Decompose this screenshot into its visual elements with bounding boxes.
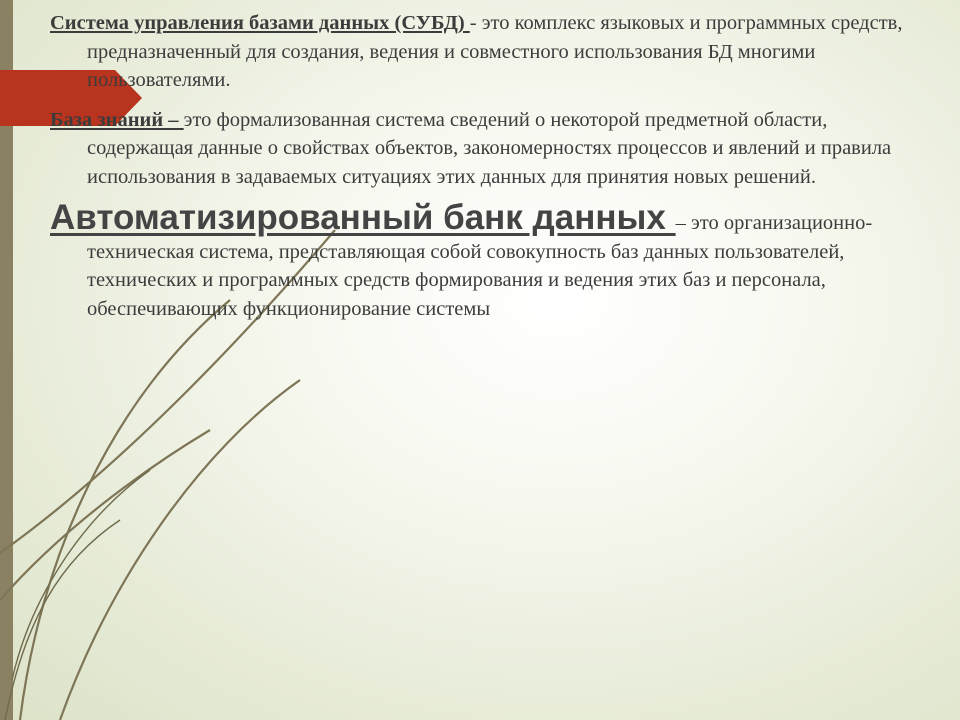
definition-knowledge-base-text: это формализованная система сведений о некоторой предметной области, содержащая данные о свойствах объектов, закономерностях процессов и явлений и правила использования в задаваемых ситуациях этих данных для принятия новых решений. bbox=[87, 108, 892, 188]
definition-data-bank bbox=[50, 198, 920, 323]
definition-data-bank-text: – это организационно-техническая система, представляющая собой совокупность баз данных пользователей, технических и программных средств формирования и ведения этих баз и персонала, обеспечивающих функционирование системы bbox=[87, 212, 873, 320]
definition-knowledge-base bbox=[50, 106, 920, 192]
term-dbms: Система управления базами данных (СУБД) bbox=[50, 12, 470, 34]
term-data-bank: Автоматизированный банк данных bbox=[50, 198, 676, 237]
definition-dbms bbox=[50, 9, 920, 95]
term-knowledge-base: База знаний – bbox=[50, 108, 184, 131]
definition-dbms-text: - это комплекс языковых и программных средств, предназначенный для создания, ведения и совместного использования БД многими пользователями. bbox=[87, 12, 903, 91]
slide-content bbox=[50, 9, 920, 323]
